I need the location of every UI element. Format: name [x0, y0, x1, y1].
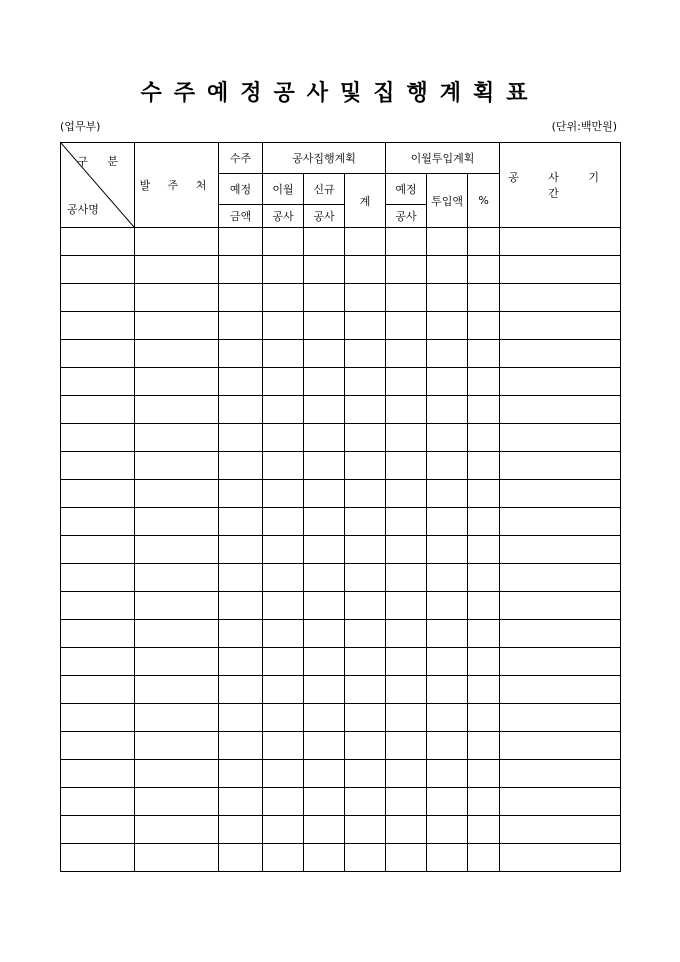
percent-header: %	[468, 174, 500, 228]
carry-work-cell	[263, 676, 304, 704]
period-cell	[500, 312, 621, 340]
table-row	[61, 452, 621, 480]
percent-cell	[468, 760, 500, 788]
carry-work-cell	[263, 452, 304, 480]
project-name-cell	[61, 592, 135, 620]
client-cell	[135, 704, 219, 732]
invest-amount-cell	[427, 844, 468, 872]
percent-cell	[468, 284, 500, 312]
project-name-cell	[61, 368, 135, 396]
table-row	[61, 592, 621, 620]
carry-work-cell	[263, 312, 304, 340]
new-work-cell	[304, 844, 345, 872]
table-row	[61, 396, 621, 424]
new-work-cell	[304, 424, 345, 452]
total-cell	[345, 368, 386, 396]
planned-header-1: 예정	[386, 174, 427, 205]
new-work-cell	[304, 592, 345, 620]
client-cell	[135, 368, 219, 396]
project-name-cell	[61, 228, 135, 256]
new-work-cell	[304, 480, 345, 508]
client-cell	[135, 480, 219, 508]
new-header-1: 신규	[304, 174, 345, 205]
percent-cell	[468, 676, 500, 704]
carry-work-cell	[263, 760, 304, 788]
new-work-cell	[304, 284, 345, 312]
carry-work-cell	[263, 480, 304, 508]
project-name-cell	[61, 480, 135, 508]
client-cell	[135, 620, 219, 648]
client-cell	[135, 228, 219, 256]
percent-cell	[468, 536, 500, 564]
invest-amount-header: 투입액	[427, 174, 468, 228]
client-cell	[135, 760, 219, 788]
planned-work-cell	[386, 424, 427, 452]
new-work-cell	[304, 648, 345, 676]
new-work-cell	[304, 788, 345, 816]
percent-cell	[468, 508, 500, 536]
project-name-cell	[61, 536, 135, 564]
carry-work-cell	[263, 788, 304, 816]
project-name-cell	[61, 704, 135, 732]
total-cell	[345, 620, 386, 648]
planned-work-cell	[386, 592, 427, 620]
project-name-cell	[61, 816, 135, 844]
unit-label: (단위:백만원)	[551, 120, 617, 133]
period-cell	[500, 396, 621, 424]
period-cell	[500, 704, 621, 732]
new-work-cell	[304, 564, 345, 592]
period-cell	[500, 648, 621, 676]
table-row	[61, 368, 621, 396]
percent-cell	[468, 564, 500, 592]
table-row	[61, 228, 621, 256]
client-cell	[135, 396, 219, 424]
total-cell	[345, 424, 386, 452]
new-work-cell	[304, 704, 345, 732]
table-row	[61, 340, 621, 368]
period-cell	[500, 676, 621, 704]
table-row	[61, 760, 621, 788]
new-work-cell	[304, 536, 345, 564]
carry-work-cell	[263, 816, 304, 844]
new-work-cell	[304, 676, 345, 704]
order-amount-cell	[219, 760, 263, 788]
planned-work-cell	[386, 480, 427, 508]
order-amount-cell	[219, 256, 263, 284]
order-amount-cell	[219, 676, 263, 704]
planned-work-cell	[386, 648, 427, 676]
planned-work-cell	[386, 340, 427, 368]
table-row	[61, 788, 621, 816]
new-work-cell	[304, 368, 345, 396]
invest-plan-header: 이월투입계획	[386, 143, 500, 174]
total-cell	[345, 564, 386, 592]
plan-table	[60, 142, 621, 872]
client-cell	[135, 732, 219, 760]
percent-cell	[468, 228, 500, 256]
carry-header-1: 이월	[263, 174, 304, 205]
invest-amount-cell	[427, 256, 468, 284]
percent-cell	[468, 844, 500, 872]
carry-work-cell	[263, 704, 304, 732]
project-name-cell	[61, 620, 135, 648]
percent-cell	[468, 340, 500, 368]
new-work-cell	[304, 816, 345, 844]
order-amount-cell	[219, 536, 263, 564]
carry-work-cell	[263, 228, 304, 256]
period-cell	[500, 732, 621, 760]
page-title: 수주예정공사및집행계획표	[140, 80, 540, 106]
order-amount-cell	[219, 620, 263, 648]
order-amount-cell	[219, 228, 263, 256]
period-cell	[500, 844, 621, 872]
total-cell	[345, 312, 386, 340]
order-amount-cell	[219, 284, 263, 312]
period-cell	[500, 256, 621, 284]
carry-header-2: 공사	[263, 205, 304, 228]
order-amount-cell	[219, 312, 263, 340]
table-row	[61, 732, 621, 760]
planned-work-cell	[386, 844, 427, 872]
total-cell	[345, 648, 386, 676]
period-cell	[500, 620, 621, 648]
project-name-cell	[61, 508, 135, 536]
new-header-2: 공사	[304, 205, 345, 228]
invest-amount-cell	[427, 760, 468, 788]
client-cell	[135, 508, 219, 536]
invest-amount-cell	[427, 340, 468, 368]
project-name-cell	[61, 788, 135, 816]
invest-amount-cell	[427, 676, 468, 704]
new-work-cell	[304, 732, 345, 760]
percent-cell	[468, 480, 500, 508]
total-cell	[345, 228, 386, 256]
order-amount-cell	[219, 732, 263, 760]
new-work-cell	[304, 620, 345, 648]
client-cell	[135, 844, 219, 872]
carry-work-cell	[263, 368, 304, 396]
project-name-cell	[61, 284, 135, 312]
new-work-cell	[304, 228, 345, 256]
table-row	[61, 564, 621, 592]
planned-work-cell	[386, 536, 427, 564]
project-name-cell	[61, 452, 135, 480]
project-name-cell	[61, 676, 135, 704]
project-name-cell	[61, 396, 135, 424]
period-cell	[500, 284, 621, 312]
period-cell	[500, 816, 621, 844]
planned-work-cell	[386, 368, 427, 396]
percent-cell	[468, 648, 500, 676]
project-name-cell	[61, 564, 135, 592]
new-work-cell	[304, 508, 345, 536]
invest-amount-cell	[427, 228, 468, 256]
total-cell	[345, 592, 386, 620]
planned-work-cell	[386, 676, 427, 704]
new-work-cell	[304, 452, 345, 480]
table-row	[61, 256, 621, 284]
invest-amount-cell	[427, 396, 468, 424]
client-cell	[135, 788, 219, 816]
client-cell	[135, 564, 219, 592]
period-cell	[500, 452, 621, 480]
invest-amount-cell	[427, 816, 468, 844]
project-name-cell	[61, 648, 135, 676]
table-row	[61, 536, 621, 564]
carry-work-cell	[263, 592, 304, 620]
percent-cell	[468, 312, 500, 340]
period-cell	[500, 508, 621, 536]
carry-work-cell	[263, 284, 304, 312]
total-cell	[345, 760, 386, 788]
period-cell	[500, 788, 621, 816]
carry-work-cell	[263, 536, 304, 564]
table-row	[61, 424, 621, 452]
client-header: 발 주 처	[135, 143, 219, 228]
order-amount-header-3: 금액	[219, 205, 263, 228]
planned-work-cell	[386, 760, 427, 788]
percent-cell	[468, 816, 500, 844]
new-work-cell	[304, 760, 345, 788]
table-row	[61, 312, 621, 340]
client-cell	[135, 592, 219, 620]
client-cell	[135, 648, 219, 676]
order-amount-header-1: 수주	[219, 143, 263, 174]
total-header: 계	[345, 174, 386, 228]
carry-work-cell	[263, 340, 304, 368]
carry-work-cell	[263, 732, 304, 760]
order-amount-cell	[219, 648, 263, 676]
client-cell	[135, 340, 219, 368]
total-cell	[345, 676, 386, 704]
planned-work-cell	[386, 732, 427, 760]
order-amount-cell	[219, 704, 263, 732]
planned-work-cell	[386, 396, 427, 424]
invest-amount-cell	[427, 704, 468, 732]
total-cell	[345, 536, 386, 564]
total-cell	[345, 452, 386, 480]
order-amount-cell	[219, 424, 263, 452]
carry-work-cell	[263, 424, 304, 452]
planned-work-cell	[386, 508, 427, 536]
department-label: (업무부)	[60, 120, 101, 133]
order-amount-cell	[219, 340, 263, 368]
invest-amount-cell	[427, 508, 468, 536]
order-amount-header-2: 예정	[219, 174, 263, 205]
client-cell	[135, 424, 219, 452]
invest-amount-cell	[427, 480, 468, 508]
order-amount-cell	[219, 452, 263, 480]
order-amount-cell	[219, 368, 263, 396]
project-name-cell	[61, 760, 135, 788]
project-name-cell	[61, 844, 135, 872]
order-amount-cell	[219, 564, 263, 592]
total-cell	[345, 704, 386, 732]
planned-work-cell	[386, 312, 427, 340]
category-cross-cell	[61, 143, 135, 228]
table-row	[61, 676, 621, 704]
carry-work-cell	[263, 396, 304, 424]
invest-amount-cell	[427, 732, 468, 760]
period-header: 공 사 기 간	[500, 143, 621, 228]
planned-work-cell	[386, 788, 427, 816]
order-amount-cell	[219, 508, 263, 536]
client-cell	[135, 676, 219, 704]
new-work-cell	[304, 312, 345, 340]
percent-cell	[468, 368, 500, 396]
total-cell	[345, 732, 386, 760]
carry-work-cell	[263, 564, 304, 592]
table-row	[61, 816, 621, 844]
table-row	[61, 648, 621, 676]
table-row	[61, 508, 621, 536]
carry-work-cell	[263, 844, 304, 872]
percent-cell	[468, 396, 500, 424]
client-cell	[135, 284, 219, 312]
new-work-cell	[304, 256, 345, 284]
percent-cell	[468, 424, 500, 452]
table-row	[61, 284, 621, 312]
total-cell	[345, 284, 386, 312]
total-cell	[345, 340, 386, 368]
exec-plan-header: 공사집행계획	[263, 143, 386, 174]
invest-amount-cell	[427, 536, 468, 564]
invest-amount-cell	[427, 452, 468, 480]
period-cell	[500, 340, 621, 368]
planned-work-cell	[386, 256, 427, 284]
percent-cell	[468, 256, 500, 284]
planned-work-cell	[386, 228, 427, 256]
period-cell	[500, 368, 621, 396]
period-cell	[500, 536, 621, 564]
table-row	[61, 844, 621, 872]
invest-amount-cell	[427, 592, 468, 620]
project-name-cell	[61, 256, 135, 284]
invest-amount-cell	[427, 648, 468, 676]
period-cell	[500, 592, 621, 620]
carry-work-cell	[263, 620, 304, 648]
planned-header-2: 공사	[386, 205, 427, 228]
percent-cell	[468, 452, 500, 480]
carry-work-cell	[263, 256, 304, 284]
percent-cell	[468, 704, 500, 732]
client-cell	[135, 256, 219, 284]
project-name-cell	[61, 340, 135, 368]
order-amount-cell	[219, 480, 263, 508]
project-name-cell	[61, 312, 135, 340]
invest-amount-cell	[427, 284, 468, 312]
client-cell	[135, 816, 219, 844]
percent-cell	[468, 620, 500, 648]
total-cell	[345, 508, 386, 536]
invest-amount-cell	[427, 368, 468, 396]
planned-work-cell	[386, 704, 427, 732]
new-work-cell	[304, 396, 345, 424]
total-cell	[345, 480, 386, 508]
carry-work-cell	[263, 648, 304, 676]
project-name-cell	[61, 732, 135, 760]
table-row	[61, 620, 621, 648]
planned-work-cell	[386, 564, 427, 592]
client-cell	[135, 312, 219, 340]
order-amount-cell	[219, 592, 263, 620]
planned-work-cell	[386, 452, 427, 480]
table-row	[61, 480, 621, 508]
percent-cell	[468, 592, 500, 620]
planned-work-cell	[386, 816, 427, 844]
table-row	[61, 704, 621, 732]
period-cell	[500, 424, 621, 452]
period-cell	[500, 760, 621, 788]
period-cell	[500, 564, 621, 592]
project-name-cell	[61, 424, 135, 452]
order-amount-cell	[219, 396, 263, 424]
invest-amount-cell	[427, 620, 468, 648]
category-label: 구 분	[77, 155, 126, 168]
invest-amount-cell	[427, 424, 468, 452]
total-cell	[345, 816, 386, 844]
total-cell	[345, 396, 386, 424]
order-amount-cell	[219, 816, 263, 844]
period-cell	[500, 480, 621, 508]
order-amount-cell	[219, 844, 263, 872]
invest-amount-cell	[427, 788, 468, 816]
total-cell	[345, 256, 386, 284]
invest-amount-cell	[427, 564, 468, 592]
new-work-cell	[304, 340, 345, 368]
order-amount-cell	[219, 788, 263, 816]
planned-work-cell	[386, 284, 427, 312]
percent-cell	[468, 788, 500, 816]
invest-amount-cell	[427, 312, 468, 340]
carry-work-cell	[263, 508, 304, 536]
planned-work-cell	[386, 620, 427, 648]
period-cell	[500, 228, 621, 256]
project-name-label: 공사명	[67, 203, 99, 216]
client-cell	[135, 536, 219, 564]
total-cell	[345, 788, 386, 816]
percent-cell	[468, 732, 500, 760]
client-cell	[135, 452, 219, 480]
total-cell	[345, 844, 386, 872]
